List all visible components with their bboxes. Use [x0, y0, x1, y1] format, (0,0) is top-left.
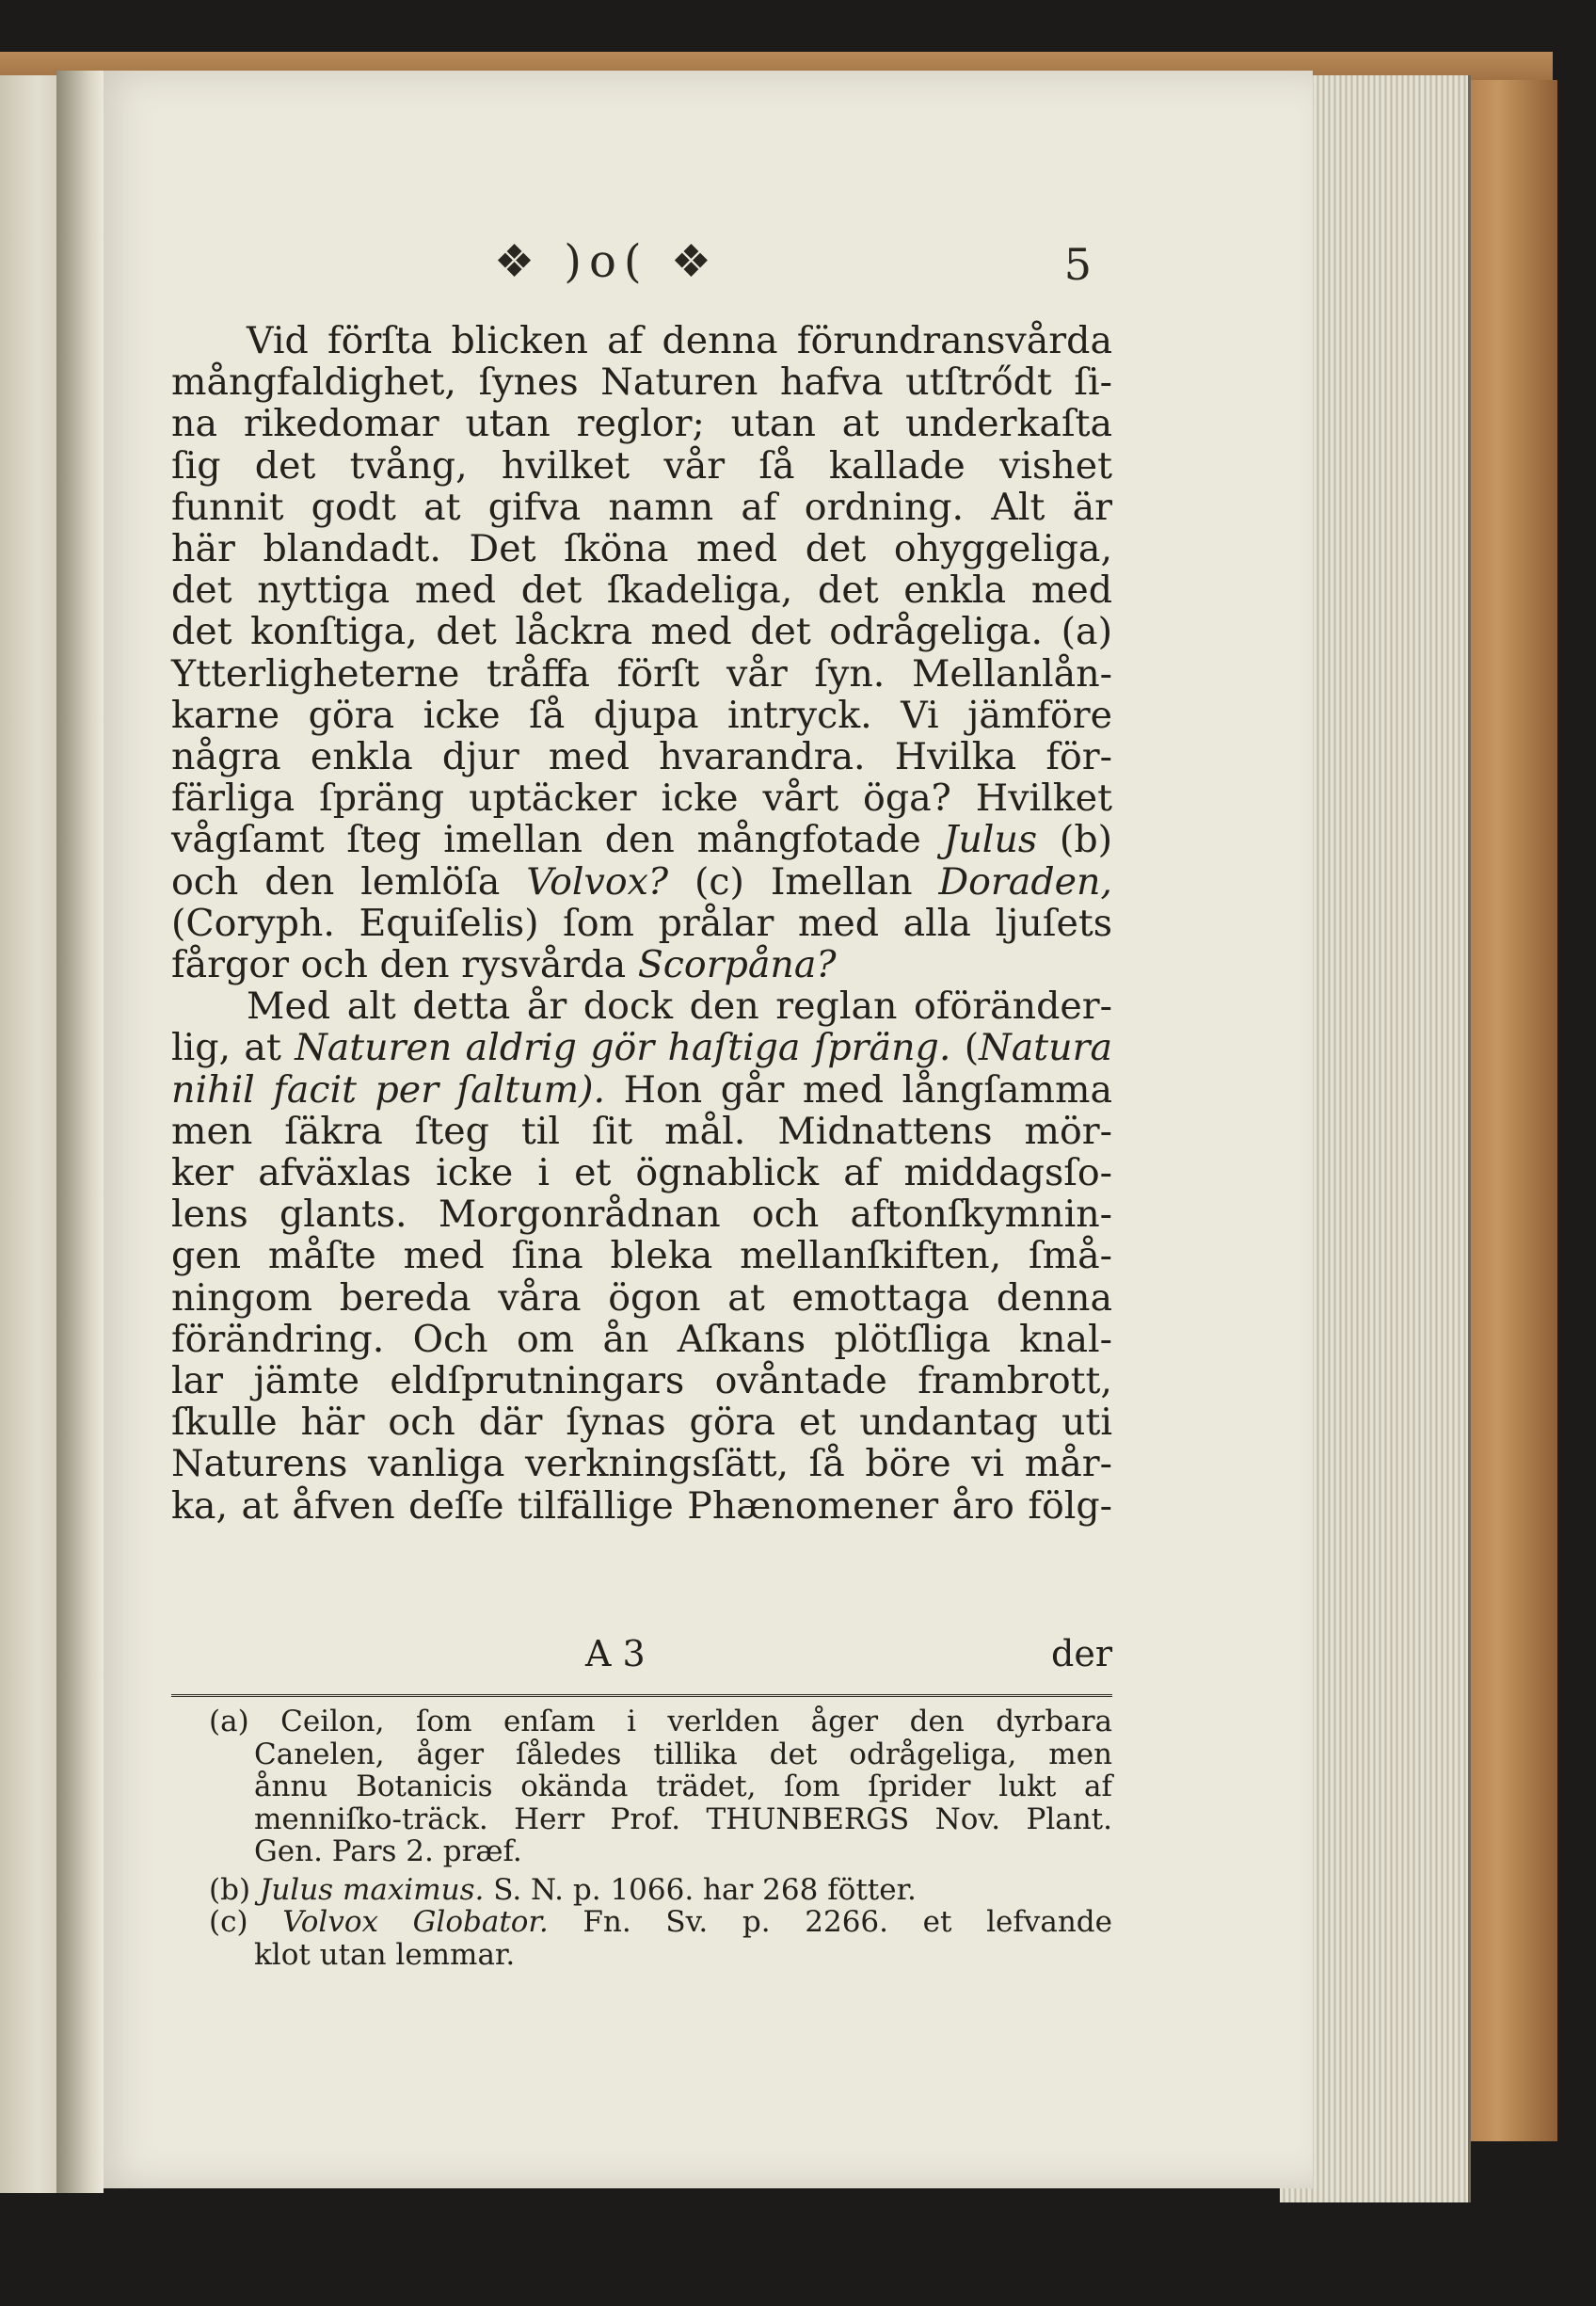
text-line: Ytterligheterne tråffa förſt vår ſyn. Mellanlån- — [171, 651, 1112, 696]
page-header — [179, 235, 1120, 292]
header-ornament: ❖ )o( ❖ — [494, 235, 719, 288]
text-fragment: Hon går med långſamma — [623, 1067, 1113, 1112]
catchline — [171, 1633, 1112, 1676]
text-line: lens glants. Morgonrådnan och aftonſkymnin- — [171, 1193, 1112, 1237]
text-line — [171, 861, 1112, 903]
italic-term: Volvox? — [526, 859, 669, 904]
footnote-a-line: Gen. Pars 2. præf. — [254, 1834, 522, 1868]
italic-phrase: Naturen aldrig gör haſtiga ſpräng. — [295, 1026, 951, 1070]
text-line: Med alt detta år dock den reglan oföränder- — [247, 985, 1112, 1029]
italic-term: Julus — [943, 818, 1038, 862]
footnote-a-line: Canelen, åger ſåledes tillika det odrågeliga, men — [254, 1737, 1112, 1771]
text-line: na rikedomar utan reglor; utan at underkaſta — [171, 402, 1112, 446]
text-line: lar jämte eldſprutningars ovåntade frambrott, — [171, 1359, 1112, 1403]
text-line: förändring. Och om ån Aſkans plötſliga knal- — [171, 1317, 1112, 1361]
text-fragment: lig, at — [171, 1026, 281, 1070]
text-fragment: vågſamt ſteg imellan den mångfotade — [171, 818, 921, 862]
body-text — [171, 320, 1112, 1527]
footnote-c — [209, 1906, 1112, 1939]
text-line: här blandadt. Det ſköna med det ohyggeliga, — [171, 527, 1112, 571]
text-line: ningom bereda våra ögon at emottaga denna — [171, 1275, 1112, 1320]
text-line: Vid förſta blicken af denna förundransvårda — [247, 319, 1112, 362]
footnote-ref: (b) — [1059, 818, 1113, 862]
text-line — [171, 819, 1112, 860]
italic-term: Scorpåna? — [637, 943, 837, 987]
text-line: ſkulle här och där ſynas göra et undantag uti — [171, 1401, 1112, 1445]
text-fragment: ( — [964, 1026, 980, 1070]
text-fragment: (c) Imellan — [694, 859, 913, 904]
text-line: funnit godt at gifva namn af ordning. Alt är — [171, 485, 1112, 529]
footnote-label: (c) — [209, 1905, 248, 1939]
text-line: gen måſte med ſina bleka mellanſkiften, ſmå- — [171, 1234, 1112, 1278]
text-fragment: fårgor och den rysvårda — [171, 943, 627, 987]
text-line: ſig det tvång, hvilket vår ſå kallade vishet — [171, 443, 1112, 488]
footnotes — [209, 1705, 1112, 1971]
footnote-a-line: (a) Ceilon, ſom enſam i verlden åger den dyrbara — [209, 1705, 1112, 1738]
footnote-text: Fn. Sv. p. 2266. et lefvande — [583, 1905, 1112, 1939]
text-line — [171, 1069, 1112, 1111]
catchword: der — [1051, 1633, 1112, 1674]
page-number: 5 — [1063, 239, 1092, 290]
footnote-a-line: ånnu Botanicis okända trädet, ſom ſprider lukt af — [254, 1770, 1112, 1803]
text-line: det nyttiga med det ſkadeliga, det enkla med — [171, 568, 1112, 613]
text-line: men ſäkra ſteg til ſit mål. Midnattens mör- — [171, 1109, 1112, 1153]
text-line: ker afväxlas icke i et ögnablick af middagsſo- — [171, 1151, 1112, 1195]
gutter — [56, 71, 104, 2193]
text-line — [171, 1027, 1112, 1068]
text-line: mångfaldighet, ſynes Naturen hafva utſtrődt ſi- — [171, 360, 1112, 405]
text-line — [171, 944, 1112, 985]
footnote-rule — [171, 1694, 1112, 1697]
text-line: (Coryph. Equiſelis) ſom prålar med alla ljuſets — [171, 901, 1112, 945]
italic-term: Julus maximus. — [259, 1872, 485, 1907]
footnote-b — [209, 1874, 1112, 1907]
text-line: ka, at åfven deſſe tilfällige Phænomener åro fölg- — [171, 1483, 1112, 1528]
italic-term: Volvox Globator. — [282, 1905, 549, 1939]
italic-term: Doraden, — [938, 859, 1112, 904]
footnote-c-line: klot utan lemmar. — [254, 1937, 516, 1972]
footnote-text: S. N. p. 1066. har 268 fötter. — [493, 1872, 917, 1907]
text-line: några enkla djur med hvarandra. Hvilka för- — [171, 735, 1112, 779]
text-fragment: och den lemlöſa — [171, 859, 501, 904]
text-line: färliga ſpräng uptäcker icke vårt öga? Hvilket — [171, 777, 1112, 821]
footnote-label: (b) — [209, 1872, 251, 1907]
italic-phrase: nihil facit per ſaltum). — [171, 1067, 606, 1112]
signature-mark: A 3 — [585, 1633, 646, 1674]
text-line: det konſtiga, det låckra med det odrågeliga. (a) — [171, 610, 1112, 654]
text-line: Naturens vanliga verkningsſätt, ſå böre vi mår- — [171, 1442, 1112, 1486]
footnote-a-line: menniſko-träck. Herr Prof. THUNBERGS Nov. Plant. — [254, 1802, 1112, 1836]
italic-phrase: Natura — [979, 1026, 1112, 1070]
text-line: karne göra icke ſå djupa intryck. Vi jämföre — [171, 693, 1112, 737]
